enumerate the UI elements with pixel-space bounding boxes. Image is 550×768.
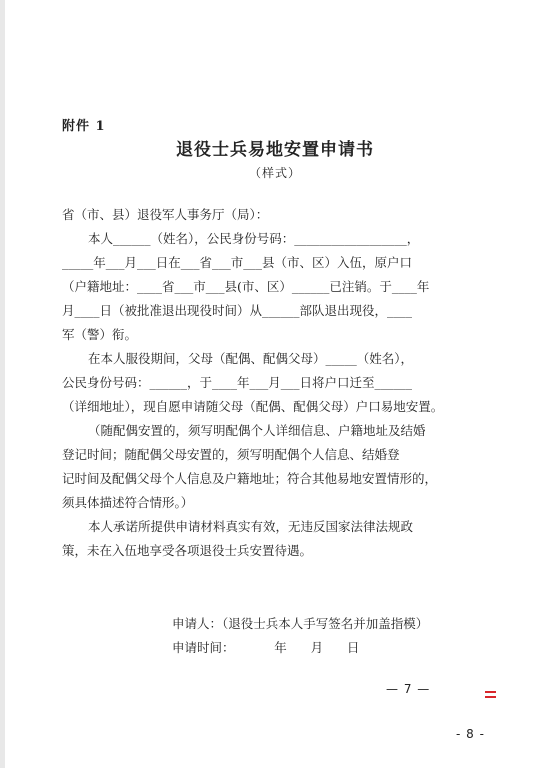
- body-line: 记时间及配偶父母个人信息及户籍地址；符合其他易地安置情形的，: [62, 471, 438, 486]
- applicant-signature-line: 申请人：（退役士兵本人手写签名并加盖指模）: [172, 616, 429, 631]
- body-line: 策，未在入伍地享受各项退役士兵安置待遇。: [62, 543, 313, 558]
- body-line: 本人承诺所提供申请材料真实有效，无违反国家法律法规政: [88, 519, 414, 534]
- body-line: 须具体描述符合情形。）: [62, 495, 194, 510]
- application-body: [62, 203, 457, 563]
- addressee-line: 省（市、县）退役军人事务厅（局）：: [62, 207, 269, 222]
- outer-page-number: - 8 -: [456, 727, 485, 741]
- body-line: 登记时间；随配偶父母安置的，须写明配偶个人信息、结婚登: [62, 447, 400, 462]
- attachment-label: 附件 1: [62, 119, 106, 134]
- page-edge: [0, 0, 5, 768]
- document-title: 退役士兵易地安置申请书: [176, 140, 374, 160]
- body-line: （详细地址），现自愿申请随父母（配偶、配偶父母）户口易地安置。: [62, 399, 444, 414]
- body-line: （随配偶安置的，须写明配偶个人详细信息、户籍地址及结婚: [88, 423, 426, 438]
- body-line: 公民身份号码：______，于____年___月___日将户口迁至______: [62, 375, 413, 390]
- inner-page-number: — 7 —: [386, 682, 431, 696]
- body-line: 军（警）衔。: [62, 327, 138, 342]
- body-line: _____年___月___日在___省___市___县（市、区）入伍，原户口: [62, 255, 413, 270]
- body-line: 月____日（被批准退出现役时间）从______部队退出现役，____: [62, 303, 413, 318]
- body-line: （户籍地址：____省___市___县(市、区）______已注销。于____年: [62, 279, 430, 294]
- body-line: 在本人服役期间，父母（配偶、配偶父母）_____（姓名），: [88, 351, 414, 366]
- body-line: 本人______（姓名），公民身份号码：__________________，: [88, 231, 420, 246]
- signature-block: [172, 612, 428, 660]
- red-mark-icon: [485, 691, 496, 700]
- application-date-line: 申请时间： 年 月 日: [172, 640, 360, 655]
- document-subtitle: （样式）: [248, 166, 301, 180]
